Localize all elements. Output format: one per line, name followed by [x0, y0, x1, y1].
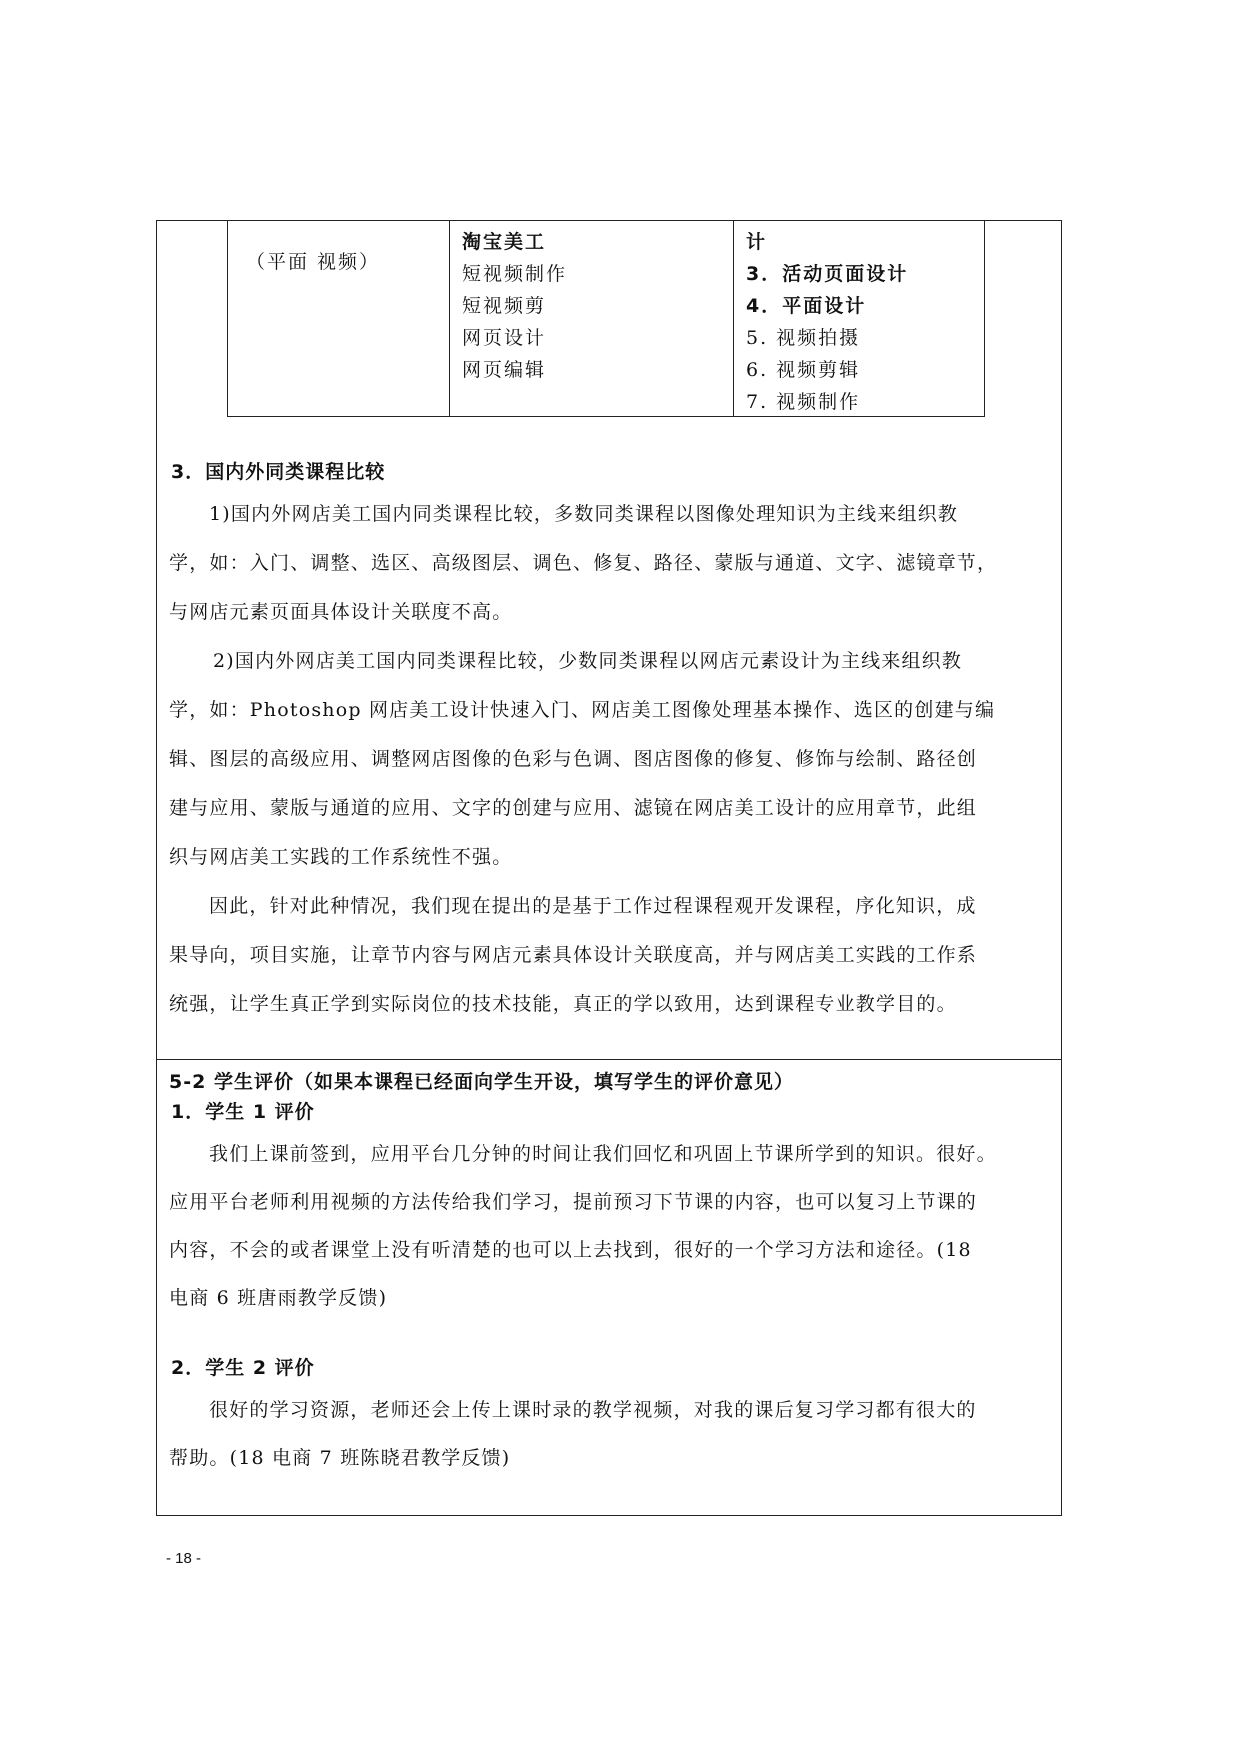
- paragraph-line: 2)国内外网店美工国内同类课程比较，少数同类课程以网店元素设计为主线来组织教: [213, 650, 963, 672]
- paragraph-line: 电商 6 班唐雨教学反馈): [169, 1287, 388, 1309]
- paragraph-line: 我们上课前签到，应用平台几分钟的时间让我们回忆和巩固上节课所学到的知识。很好。: [209, 1143, 997, 1165]
- cell-text: 7. 视频制作: [746, 391, 861, 413]
- main-table: [156, 220, 1062, 1516]
- paragraph-line: 与网店元素页面具体设计关联度不高。: [169, 601, 513, 623]
- cell-text: 3．活动页面设计: [746, 263, 909, 285]
- course-table: [227, 221, 985, 417]
- course-col-type: [228, 221, 450, 416]
- cell-text: （平面 视频）: [246, 251, 381, 273]
- cell-text: 短视频剪: [462, 295, 547, 317]
- paragraph-line: 辑、图层的高级应用、调整网店图像的色彩与色调、图店图像的修复、修饰与绘制、路径创: [169, 748, 978, 770]
- paragraph-line: 很好的学习资源，老师还会上传上课时录的教学视频，对我的课后复习学习都有很大的: [209, 1399, 977, 1421]
- student-1-title: 1．学生 1 评价: [171, 1101, 315, 1123]
- paragraph-line: 1)国内外网店美工国内同类课程比较，多数同类课程以图像处理知识为主线来组织教: [209, 503, 959, 525]
- paragraph-line: 应用平台老师利用视频的方法传给我们学习，提前预习下节课的内容，也可以复习上节课的: [169, 1191, 978, 1213]
- course-col-modules: [734, 221, 984, 416]
- paragraph-line: 织与网店美工实践的工作系统性不强。: [169, 846, 513, 868]
- section-3-title: 3．国内外同类课程比较: [171, 461, 386, 483]
- cell-text: 短视频制作: [462, 263, 568, 285]
- paragraph-line: 帮助。(18 电商 7 班陈晓君教学反馈): [169, 1447, 511, 1469]
- paragraph-line: 学，如：入门、调整、选区、高级图层、调色、修复、路径、蒙版与通道、文字、滤镜章节，: [169, 552, 998, 574]
- cell-text: 淘宝美工: [462, 231, 547, 253]
- cell-text: 5. 视频拍摄: [746, 327, 861, 349]
- cell-text: 网页编辑: [462, 359, 547, 381]
- paragraph-line: 建与应用、蒙版与通道的应用、文字的创建与应用、滤镜在网店美工设计的应用章节，此组: [169, 797, 978, 819]
- page-number: - 18 -: [166, 1550, 202, 1567]
- paragraph-line: 因此，针对此种情况，我们现在提出的是基于工作过程课程观开发课程，序化知识，成: [209, 895, 977, 917]
- cell-text: 4．平面设计: [746, 295, 867, 317]
- cell-text: 6. 视频剪辑: [746, 359, 861, 381]
- paragraph-line: 内容，不会的或者课堂上没有听清楚的也可以上去找到，很好的一个学习方法和途径。(18: [169, 1239, 972, 1261]
- cell-text: 网页设计: [462, 327, 547, 349]
- paragraph-line: 统强，让学生真正学到实际岗位的技术技能，真正的学以致用，达到课程专业教学目的。: [169, 993, 957, 1015]
- course-col-names: [450, 221, 734, 416]
- paragraph-line: 学，如：Photoshop 网店美工设计快速入门、网店美工图像处理基本操作、选区的创建与编: [169, 699, 996, 721]
- cell-text: 计: [746, 231, 768, 253]
- section-5-2-heading: 5-2 学生评价（如果本课程已经面向学生开设，填写学生的评价意见）: [169, 1071, 794, 1093]
- student-2-title: 2．学生 2 评价: [171, 1357, 315, 1379]
- paragraph-line: 果导向，项目实施，让章节内容与网店元素具体设计关联度高，并与网店美工实践的工作系: [169, 944, 978, 966]
- row-divider: [157, 1059, 1061, 1060]
